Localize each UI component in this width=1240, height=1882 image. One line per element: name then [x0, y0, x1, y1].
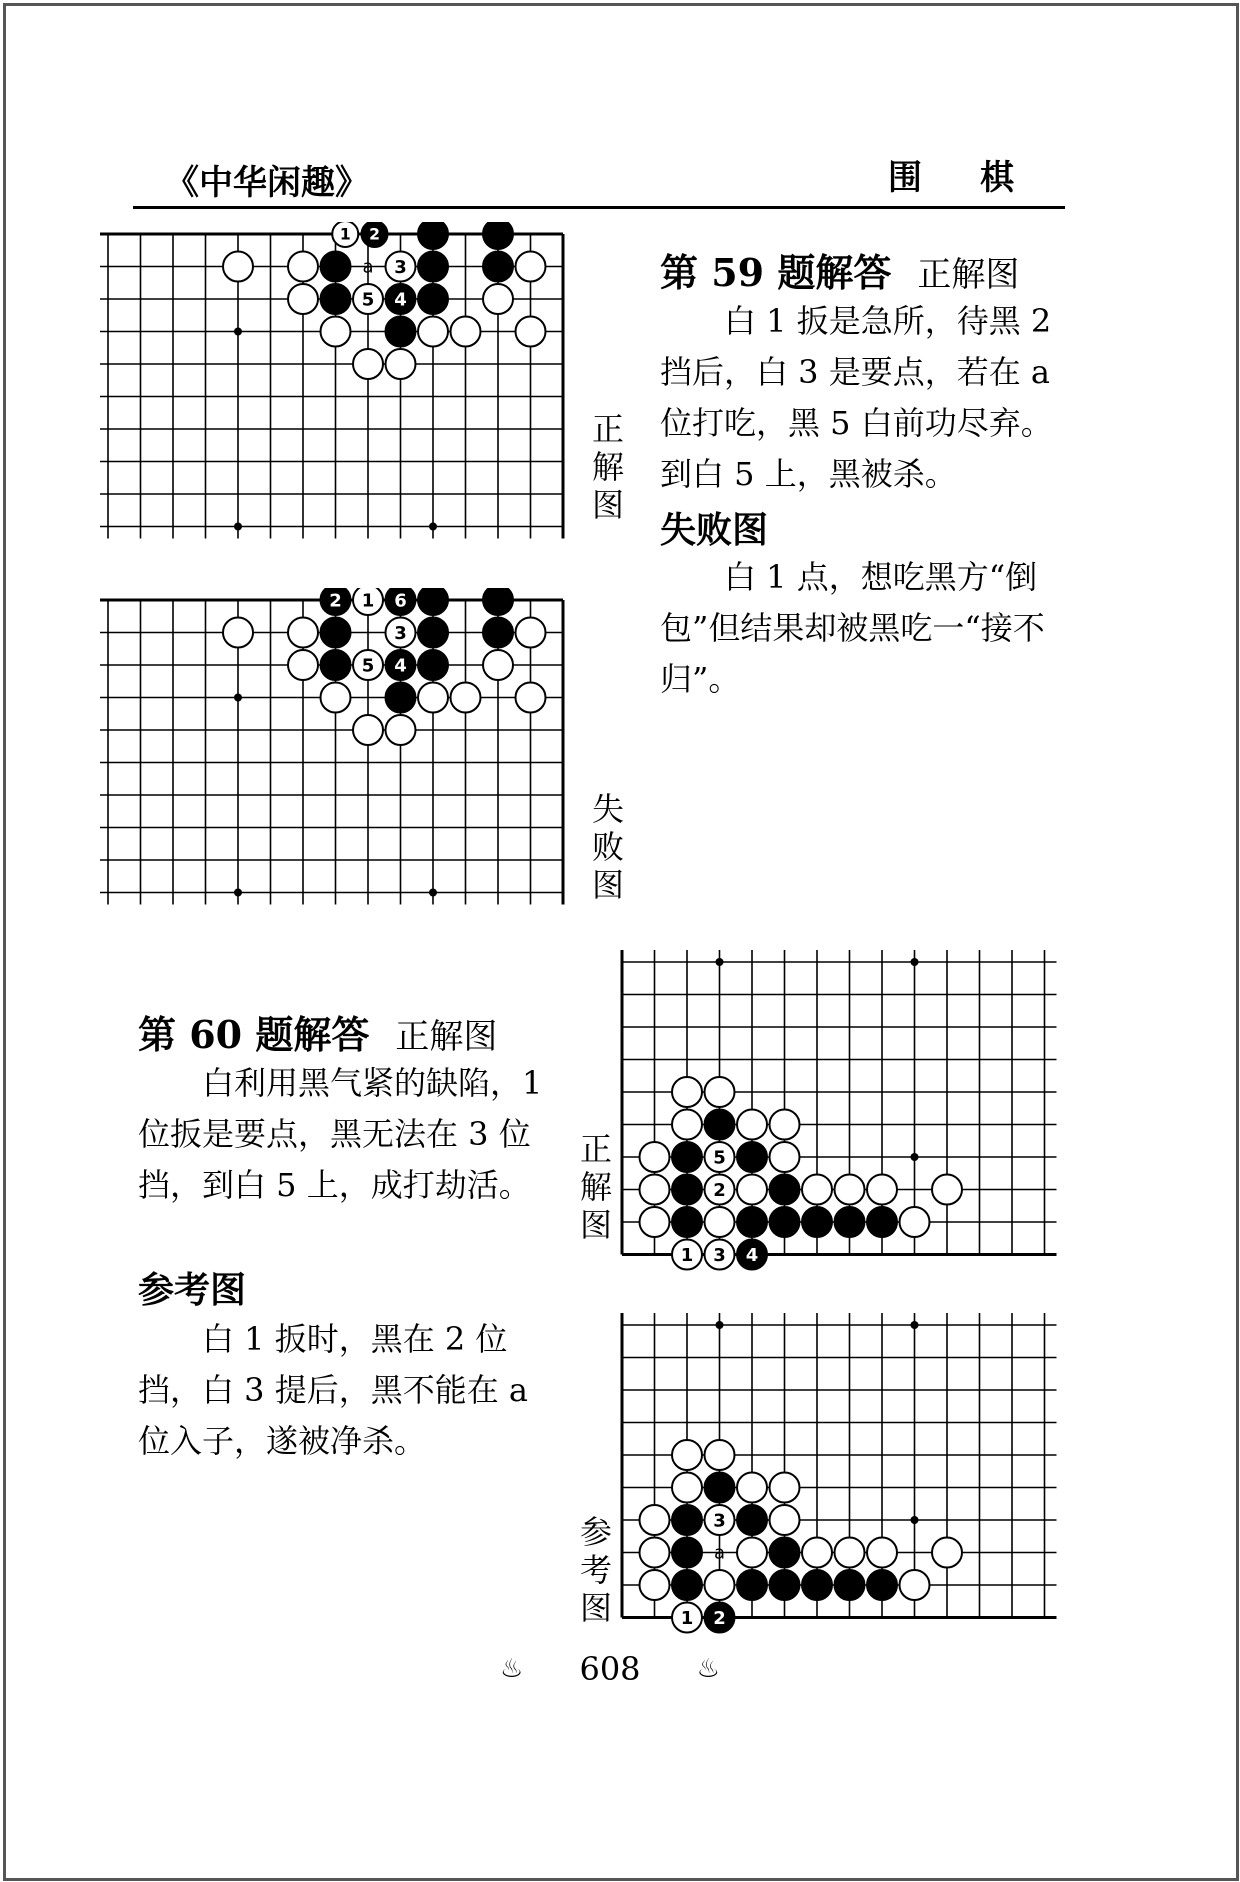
- white-stone: [705, 1207, 735, 1237]
- white-stone: [867, 1175, 897, 1205]
- diagram-label-59-failure: 失败图: [591, 790, 624, 904]
- white-stone: [516, 683, 546, 713]
- move-number: 3: [713, 1510, 726, 1532]
- black-stone: [672, 1207, 702, 1237]
- header-rule: [133, 206, 1065, 209]
- white-stone: [353, 349, 383, 379]
- black-stone: [672, 1142, 702, 1172]
- white-stone: [672, 1240, 702, 1270]
- white-stone: [640, 1505, 670, 1535]
- paragraph-60-reference: 白 1 扳时，黑在 2 位挡，白 3 提后，黑不能在 a 位入子，遂被净杀。: [138, 1320, 528, 1460]
- white-stone: [418, 683, 448, 713]
- move-number: 1: [361, 590, 375, 612]
- star-point: [911, 1321, 919, 1329]
- star-point: [234, 328, 242, 336]
- black-stone: [321, 252, 351, 282]
- white-stone: [737, 1473, 767, 1503]
- black-stone: [386, 683, 416, 713]
- black-stone: [483, 252, 513, 282]
- white-stone: [516, 252, 546, 282]
- white-stone: [802, 1175, 832, 1205]
- black-stone: [418, 618, 448, 648]
- black-stone: [672, 1538, 702, 1568]
- move-number: 5: [361, 289, 375, 311]
- flame-ornament-icon: ♨: [500, 1654, 524, 1684]
- black-stone: [867, 1207, 897, 1237]
- white-stone: [353, 650, 383, 680]
- white-stone: [705, 1175, 735, 1205]
- black-stone: [705, 1603, 735, 1633]
- black-stone: [386, 317, 416, 347]
- black-stone: [418, 588, 448, 615]
- move-number: 4: [394, 289, 407, 311]
- white-stone: [288, 252, 318, 282]
- white-stone: [705, 1570, 735, 1600]
- white-stone: [321, 317, 351, 347]
- move-number: 1: [680, 1244, 694, 1266]
- white-stone: [672, 1603, 702, 1633]
- white-stone: [386, 618, 416, 648]
- paragraph-60-correct: 白利用黑气紧的缺陷，1 位扳是要点，黑无法在 3 位挡，到白 5 上，成打劫活。: [138, 1064, 543, 1204]
- white-stone: [451, 683, 481, 713]
- white-stone: [288, 284, 318, 314]
- heading-59-sub: 正解图: [917, 255, 1020, 295]
- white-stone: [672, 1440, 702, 1470]
- diagram-label-59-correct: 正解图: [591, 410, 624, 524]
- star-point: [911, 1153, 919, 1161]
- white-stone: [321, 683, 351, 713]
- white-stone: [737, 1110, 767, 1140]
- point-letter-label: a: [713, 1542, 726, 1564]
- white-stone: [672, 1077, 702, 1107]
- black-stone: [418, 222, 448, 249]
- heading-60-sub: 正解图: [395, 1017, 498, 1057]
- move-number: 1: [680, 1607, 694, 1629]
- white-stone: [386, 715, 416, 745]
- white-stone: [516, 317, 546, 347]
- black-stone: [321, 588, 351, 615]
- black-stone: [770, 1207, 800, 1237]
- black-stone: [770, 1175, 800, 1205]
- move-number: 4: [394, 655, 407, 677]
- white-stone: [770, 1473, 800, 1503]
- black-stone: [418, 650, 448, 680]
- white-stone: [288, 650, 318, 680]
- white-stone: [353, 284, 383, 314]
- white-stone: [353, 715, 383, 745]
- star-point: [911, 958, 919, 966]
- go-board-60-correct: [620, 950, 1105, 1285]
- white-stone: [672, 1110, 702, 1140]
- black-stone: [386, 650, 416, 680]
- white-stone: [705, 1505, 735, 1535]
- go-board-59-correct: [100, 222, 590, 557]
- move-number: 5: [361, 655, 375, 677]
- black-stone: [321, 284, 351, 314]
- black-stone: [483, 222, 513, 249]
- move-number: 2: [329, 590, 342, 612]
- white-stone: [418, 317, 448, 347]
- section-title: 围棋: [888, 158, 1072, 198]
- white-stone: [451, 317, 481, 347]
- white-stone: [223, 618, 253, 648]
- move-number: 5: [713, 1147, 726, 1169]
- white-stone: [223, 252, 253, 282]
- white-stone: [672, 1473, 702, 1503]
- star-point: [429, 523, 437, 531]
- move-number: 2: [369, 225, 380, 244]
- white-stone: [835, 1175, 865, 1205]
- paragraph-59-failure: 白 1 点，想吃黑方“倒包”但结果却被黑吃一“接不归”。: [660, 558, 1045, 698]
- black-stone: [835, 1207, 865, 1237]
- black-stone: [672, 1505, 702, 1535]
- black-stone: [418, 284, 448, 314]
- move-number: 3: [394, 622, 407, 644]
- white-stone: [640, 1142, 670, 1172]
- white-stone: [332, 222, 358, 247]
- black-stone: [737, 1570, 767, 1600]
- white-stone: [900, 1207, 930, 1237]
- star-point: [716, 958, 724, 966]
- white-stone: [705, 1142, 735, 1172]
- diagram-label-60-correct: 正解图: [579, 1130, 612, 1244]
- move-number: 4: [745, 1244, 759, 1266]
- black-stone: [483, 588, 513, 615]
- black-stone: [835, 1570, 865, 1600]
- black-stone: [705, 1110, 735, 1140]
- flame-ornament-icon: ♨: [696, 1654, 720, 1684]
- black-stone: [705, 1473, 735, 1503]
- white-stone: [386, 349, 416, 379]
- black-stone: [483, 618, 513, 648]
- white-stone: [640, 1570, 670, 1600]
- white-stone: [483, 284, 513, 314]
- star-point: [234, 889, 242, 897]
- white-stone: [640, 1538, 670, 1568]
- white-stone: [288, 618, 318, 648]
- white-stone: [737, 1175, 767, 1205]
- black-stone: [737, 1505, 767, 1535]
- white-stone: [705, 1077, 735, 1107]
- white-stone: [932, 1175, 962, 1205]
- star-point: [429, 889, 437, 897]
- white-stone: [353, 588, 383, 615]
- white-stone: [770, 1142, 800, 1172]
- black-stone: [386, 588, 416, 615]
- white-stone: [737, 1538, 767, 1568]
- white-stone: [932, 1538, 962, 1568]
- black-stone: [362, 222, 388, 247]
- black-stone: [321, 618, 351, 648]
- star-point: [234, 694, 242, 702]
- move-number: 2: [713, 1607, 726, 1629]
- white-stone: [640, 1175, 670, 1205]
- diagram-label-60-reference: 参考图: [579, 1513, 612, 1627]
- black-stone: [802, 1570, 832, 1600]
- heading-60: [138, 1004, 497, 1059]
- paragraph-59-correct: 白 1 扳是急所，待黑 2 挡后，白 3 是要点，若在 a 位打吃，黑 5 白前功尽弃。到白 5 上，黑被杀。: [660, 302, 1053, 493]
- page-number: 608: [579, 1650, 641, 1688]
- white-stone: [770, 1505, 800, 1535]
- star-point: [911, 1516, 919, 1524]
- point-letter-label: a: [362, 256, 374, 278]
- heading-60-reference: 参考图: [138, 1269, 247, 1311]
- go-board-59-failure: [100, 588, 590, 923]
- white-stone: [640, 1207, 670, 1237]
- black-stone: [770, 1570, 800, 1600]
- move-number: 2: [713, 1179, 726, 1201]
- black-stone: [737, 1240, 767, 1270]
- white-stone: [867, 1538, 897, 1568]
- white-stone: [483, 650, 513, 680]
- black-stone: [802, 1207, 832, 1237]
- heading-59-failure: 失败图: [660, 509, 769, 551]
- black-stone: [737, 1207, 767, 1237]
- star-point: [716, 1321, 724, 1329]
- black-stone: [770, 1538, 800, 1568]
- black-stone: [737, 1142, 767, 1172]
- move-number: 6: [394, 590, 407, 612]
- white-stone: [770, 1110, 800, 1140]
- heading-60-title: 第 60 题解答: [138, 1012, 370, 1057]
- black-stone: [386, 284, 416, 314]
- black-stone: [867, 1570, 897, 1600]
- white-stone: [900, 1570, 930, 1600]
- white-stone: [705, 1440, 735, 1470]
- heading-59-title: 第 59 题解答: [660, 250, 892, 295]
- black-stone: [418, 252, 448, 282]
- black-stone: [321, 650, 351, 680]
- heading-59: [660, 242, 1019, 297]
- move-number: 1: [339, 225, 351, 244]
- black-stone: [672, 1570, 702, 1600]
- book-title: 《中华闲趣》: [165, 163, 369, 203]
- move-number: 3: [713, 1244, 726, 1266]
- white-stone: [802, 1538, 832, 1568]
- black-stone: [672, 1175, 702, 1205]
- move-number: 3: [394, 256, 407, 278]
- go-board-60-reference: [620, 1313, 1105, 1648]
- white-stone: [386, 252, 416, 282]
- white-stone: [705, 1240, 735, 1270]
- white-stone: [835, 1538, 865, 1568]
- white-stone: [516, 618, 546, 648]
- star-point: [234, 523, 242, 531]
- page-footer: [500, 1650, 720, 1688]
